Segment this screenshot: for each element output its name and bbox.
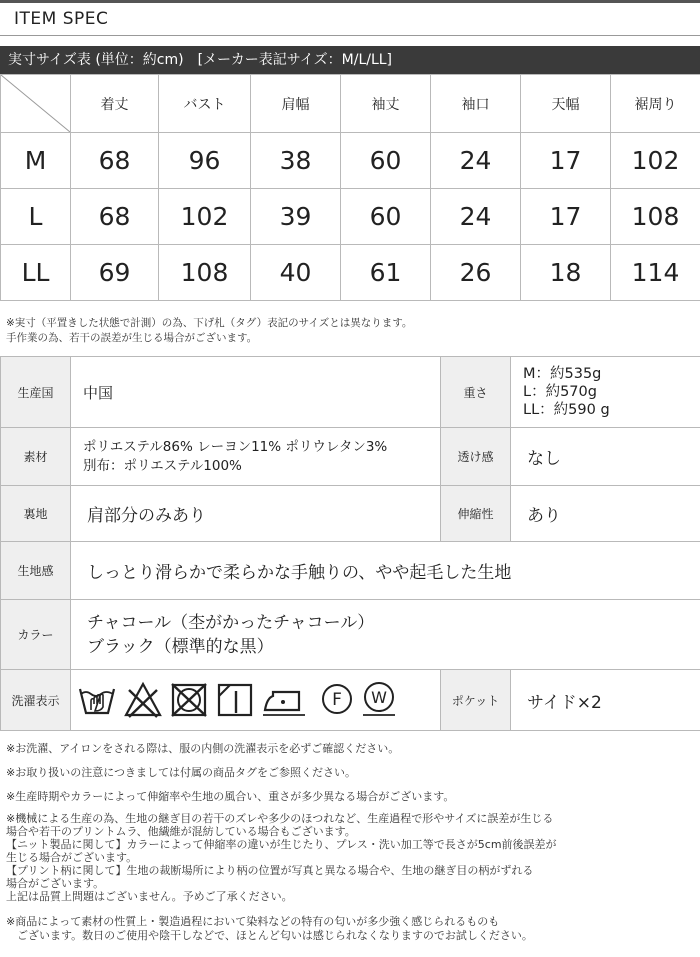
material-value <box>71 428 441 486</box>
size-cell: 102 <box>159 189 251 245</box>
no-tumble-dry-icon <box>169 680 209 720</box>
size-cell: 18 <box>521 245 611 301</box>
footnote-12: ございます。数日のご使用や陰干しなどで、ほとんど匂いは感じられなくなりますのでお試しください。 <box>6 929 533 942</box>
color-label: カラー <box>1 600 71 670</box>
weight-ll: LL：約590 g <box>523 402 610 418</box>
section-header <box>0 0 700 36</box>
color-line-1: チャコール（杢がかったチャコール） <box>87 612 375 633</box>
column-header-hem: 裾周り <box>611 75 700 133</box>
section-title: ITEM SPEC <box>14 9 109 29</box>
corner-diagonal-cell <box>1 75 71 133</box>
size-cell: 26 <box>431 245 521 301</box>
origin-label: 生産国 <box>1 357 71 428</box>
care-icons <box>71 670 441 731</box>
size-label: M <box>1 133 71 189</box>
texture-value: しっとり滑らかで柔らかな手触りの、やや起毛した生地 <box>71 542 700 600</box>
stretch-label: 伸縮性 <box>441 486 511 542</box>
stretch-value: あり <box>511 486 700 542</box>
weight-l: L：約570g <box>523 384 597 400</box>
sheer-value: なし <box>511 428 700 486</box>
column-header-cuff: 袖口 <box>431 75 521 133</box>
size-table-caption: 実寸サイズ表 (単位：約cm) [メーカー表記サイズ：M/L/LL] <box>0 46 700 74</box>
color-line-2: ブラック（標準的な黒） <box>87 636 274 657</box>
weight-m: M：約535g <box>523 366 602 382</box>
spec-row-origin <box>1 357 700 428</box>
footnote-3: ※生産時期やカラーによって伸縮率や生地の風合い、重さが多少異なる場合がございます。 <box>6 790 455 803</box>
size-cell: 17 <box>521 189 611 245</box>
color-value <box>71 600 700 670</box>
size-cell: 68 <box>71 189 159 245</box>
no-bleach-icon <box>123 680 163 720</box>
column-header-neck-width: 天幅 <box>521 75 611 133</box>
material-label: 素材 <box>1 428 71 486</box>
footnote-8: 【プリント柄に関して】生地の裁断場所により柄の位置が写真と異なる場合や、生地の継ぎ目の柄がずれる <box>6 864 534 877</box>
footnote-11: ※商品によって素材の性質上・製造過程において染料などの特有の匂いが多少強く感じられるものも <box>6 915 500 928</box>
spec-row-color <box>1 600 700 670</box>
column-header-shoulder: 肩幅 <box>251 75 341 133</box>
size-cell: 108 <box>159 245 251 301</box>
weight-value <box>511 357 700 428</box>
spec-row-care <box>1 670 700 731</box>
size-cell: 60 <box>341 133 431 189</box>
footnote-5: 場合や若干のプリントムラ、他繊維が混紡している場合もございます。 <box>6 825 356 838</box>
footnote-7: 生じる場合がございます。 <box>6 851 138 864</box>
size-table <box>0 74 700 301</box>
size-cell: 68 <box>71 133 159 189</box>
spec-row-lining <box>1 486 700 542</box>
sheer-label: 透け感 <box>441 428 511 486</box>
origin-value: 中国 <box>71 357 441 428</box>
column-header-bust: バスト <box>159 75 251 133</box>
diagonal-line-icon <box>1 75 70 132</box>
size-cell: 96 <box>159 133 251 189</box>
footnote-1: ※お洗濯、アイロンをされる際は、服の内側の洗濯表示を必ずご確認ください。 <box>6 742 400 755</box>
pocket-value: サイド×2 <box>511 670 700 731</box>
iron-low-icon <box>261 680 313 720</box>
size-row-m <box>1 133 700 189</box>
size-cell: 102 <box>611 133 700 189</box>
size-cell: 39 <box>251 189 341 245</box>
footnote-6: 【ニット製品に関して】カラーによって伸縮率の違いが生じたり、プレス・洗い加工等で長さが5cm前後誤差が <box>6 838 557 851</box>
size-row-l <box>1 189 700 245</box>
size-row-ll <box>1 245 700 301</box>
lining-label: 裏地 <box>1 486 71 542</box>
footnote-4: ※機械による生産の為、生地の継ぎ目の若干のズレや多少のほつれなど、生産過程で形やサイズに誤差が生じる <box>6 812 554 825</box>
size-cell: 38 <box>251 133 341 189</box>
size-label: L <box>1 189 71 245</box>
size-note-2: 手作業の為、若干の誤差が生じる場合がございます。 <box>6 332 258 344</box>
size-table-header-row <box>1 75 700 133</box>
pocket-label: ポケット <box>441 670 511 731</box>
size-note-1: ※実寸（平置きした状態で計測）の為、下げ札（タグ）表記のサイズとは異なります。 <box>6 317 413 329</box>
size-cell: 69 <box>71 245 159 301</box>
footnote-9: 場合がございます。 <box>6 877 105 890</box>
lining-value: 肩部分のみあり <box>71 486 441 542</box>
material-line-2: 別布：ポリエステル100% <box>83 457 242 474</box>
spec-row-material <box>1 428 700 486</box>
material-line-1: ポリエステル86% レーヨン11% ポリウレタン3% <box>83 438 388 455</box>
wet-clean-letter: W <box>371 688 387 707</box>
wet-clean-icon <box>361 680 397 720</box>
texture-label: 生地感 <box>1 542 71 600</box>
spec-table <box>0 356 700 731</box>
size-cell: 60 <box>341 189 431 245</box>
size-cell: 114 <box>611 245 700 301</box>
dry-clean-letter: F <box>332 690 342 710</box>
size-cell: 24 <box>431 133 521 189</box>
dry-clean-f-icon <box>319 680 355 720</box>
footnote-2: ※お取り扱いの注意につきましては付属の商品タグをご参照ください。 <box>6 766 356 779</box>
column-header-sleeve-length: 袖丈 <box>341 75 431 133</box>
hand-wash-icon <box>77 680 117 720</box>
size-label: LL <box>1 245 71 301</box>
size-cell: 17 <box>521 133 611 189</box>
size-cell: 61 <box>341 245 431 301</box>
weight-label: 重さ <box>441 357 511 428</box>
size-cell: 40 <box>251 245 341 301</box>
line-dry-shade-icon <box>215 680 255 720</box>
care-label: 洗濯表示 <box>1 670 71 731</box>
column-header-length: 着丈 <box>71 75 159 133</box>
spec-row-texture <box>1 542 700 600</box>
footnote-10: 上記は品質上問題はございません。予めご了承ください。 <box>6 890 293 903</box>
size-cell: 24 <box>431 189 521 245</box>
size-cell: 108 <box>611 189 700 245</box>
